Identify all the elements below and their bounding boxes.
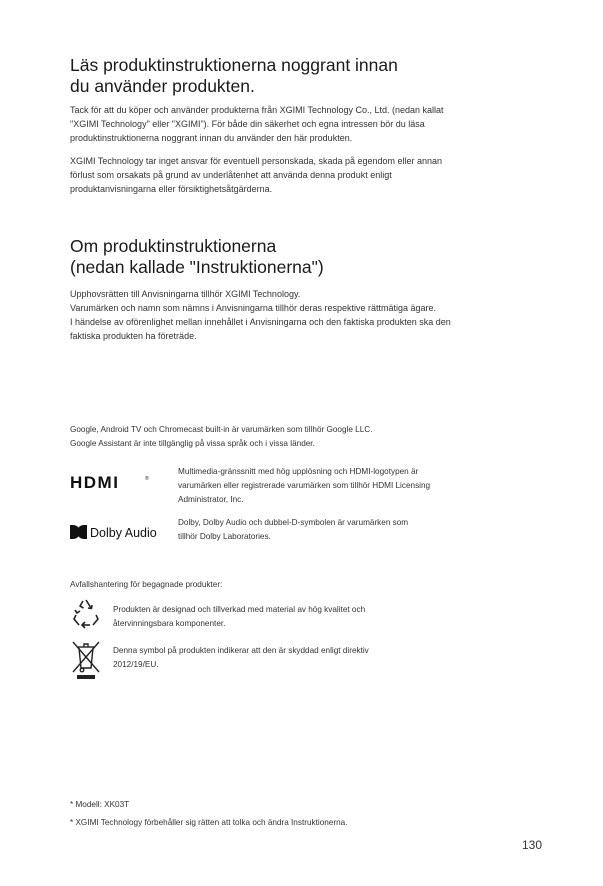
svg-text:®: ®: [145, 476, 149, 482]
text-line: Administrator, Inc.: [178, 495, 244, 504]
text-line: Google, Android TV och Chromecast built-in är varumärken som tillhör Google LLC.: [70, 425, 373, 434]
footnote-rights: * XGIMI Technology förbehåller sig rätten att tolka och ändra Instruktionerna.: [70, 818, 348, 827]
heading-line: du använder produkten.: [70, 76, 255, 96]
heading-line: Läs produktinstruktionerna noggrant innan: [70, 55, 398, 75]
hdmi-trademark-text: [178, 465, 430, 507]
dolby-logo-text: Dolby Audio: [90, 526, 157, 540]
section2-heading: [70, 236, 324, 278]
dolby-audio-logo: [70, 523, 166, 541]
recycle-text: [113, 603, 365, 631]
heading-line: Om produktinstruktionerna: [70, 236, 277, 256]
heading-line: (nedan kallade "Instruktionerna"): [70, 257, 324, 277]
text-line: varumärken eller registrerade varumärken som tillhör HDMI Licensing: [178, 481, 431, 490]
google-trademark-text: [70, 423, 372, 451]
footnote-model: * Modell: XK03T: [70, 800, 130, 809]
text-line: produktanvisningarna eller försiktighetsåtgärderna.: [70, 184, 273, 194]
page-number: 130: [522, 838, 543, 852]
text-line: Google Assistant är inte tillgänglig på vissa språk och i vissa länder.: [70, 439, 315, 448]
text-line: Dolby, Dolby Audio och dubbel-D-symbolen är varumärken som: [178, 518, 409, 527]
text-line: Multimedia-gränssnitt med hög upplösning och HDMI-logotypen är: [178, 467, 419, 476]
text-line: "XGIMI Technology" eller "XGIMI"). För både din säkerhet och egna intressen bör du läsa: [70, 119, 425, 129]
waste-title: Avfallshantering för begagnade produkter:: [70, 580, 223, 589]
hdmi-logo-text: HDMI: [70, 474, 120, 490]
dolby-double-d-icon: [70, 525, 87, 539]
crossed-bin-icon: [70, 638, 102, 682]
section1-heading: [70, 55, 398, 97]
text-line: återvinningsbara komponenter.: [113, 619, 226, 628]
text-line: produktinstruktionerna noggrant innan du använder den här produkten.: [70, 133, 353, 143]
hdmi-logo: [70, 474, 152, 490]
text-line: förlust som orsakats på grund av underlåtenhet att använda denna produkt enligt: [70, 170, 392, 180]
intro-paragraph: [70, 103, 444, 145]
text-line: I händelse av oförenlighet mellan innehållet i Anvisningarna och den faktiska produkten ska den: [70, 317, 451, 327]
text-line: XGIMI Technology tar inget ansvar för eventuell personskada, skada på egendom eller annan: [70, 156, 443, 166]
recycle-icon: [70, 597, 102, 629]
weee-text: [113, 644, 369, 672]
liability-paragraph: [70, 154, 442, 196]
copyright-paragraph: [70, 287, 451, 343]
text-line: Produkten är designad och tillverkad med material av hög kvalitet och: [113, 605, 366, 614]
text-line: Varumärken och namn som nämns i Anvisningarna tillhör deras respektive rättmätiga ägare.: [70, 303, 437, 313]
text-line: 2012/19/EU.: [113, 660, 159, 669]
text-line: Upphovsrätten till Anvisningarna tillhör XGIMI Technology.: [70, 289, 301, 299]
text-line: Denna symbol på produkten indikerar att den är skyddad enligt direktiv: [113, 646, 369, 655]
text-line: tillhör Dolby Laboratories.: [178, 532, 271, 541]
text-line: faktiska produkten ha företräde.: [70, 331, 197, 341]
text-line: Tack för att du köper och använder produkterna från XGIMI Technology Co., Ltd. (nedan kallat: [70, 105, 444, 115]
dolby-trademark-text: [178, 516, 408, 544]
